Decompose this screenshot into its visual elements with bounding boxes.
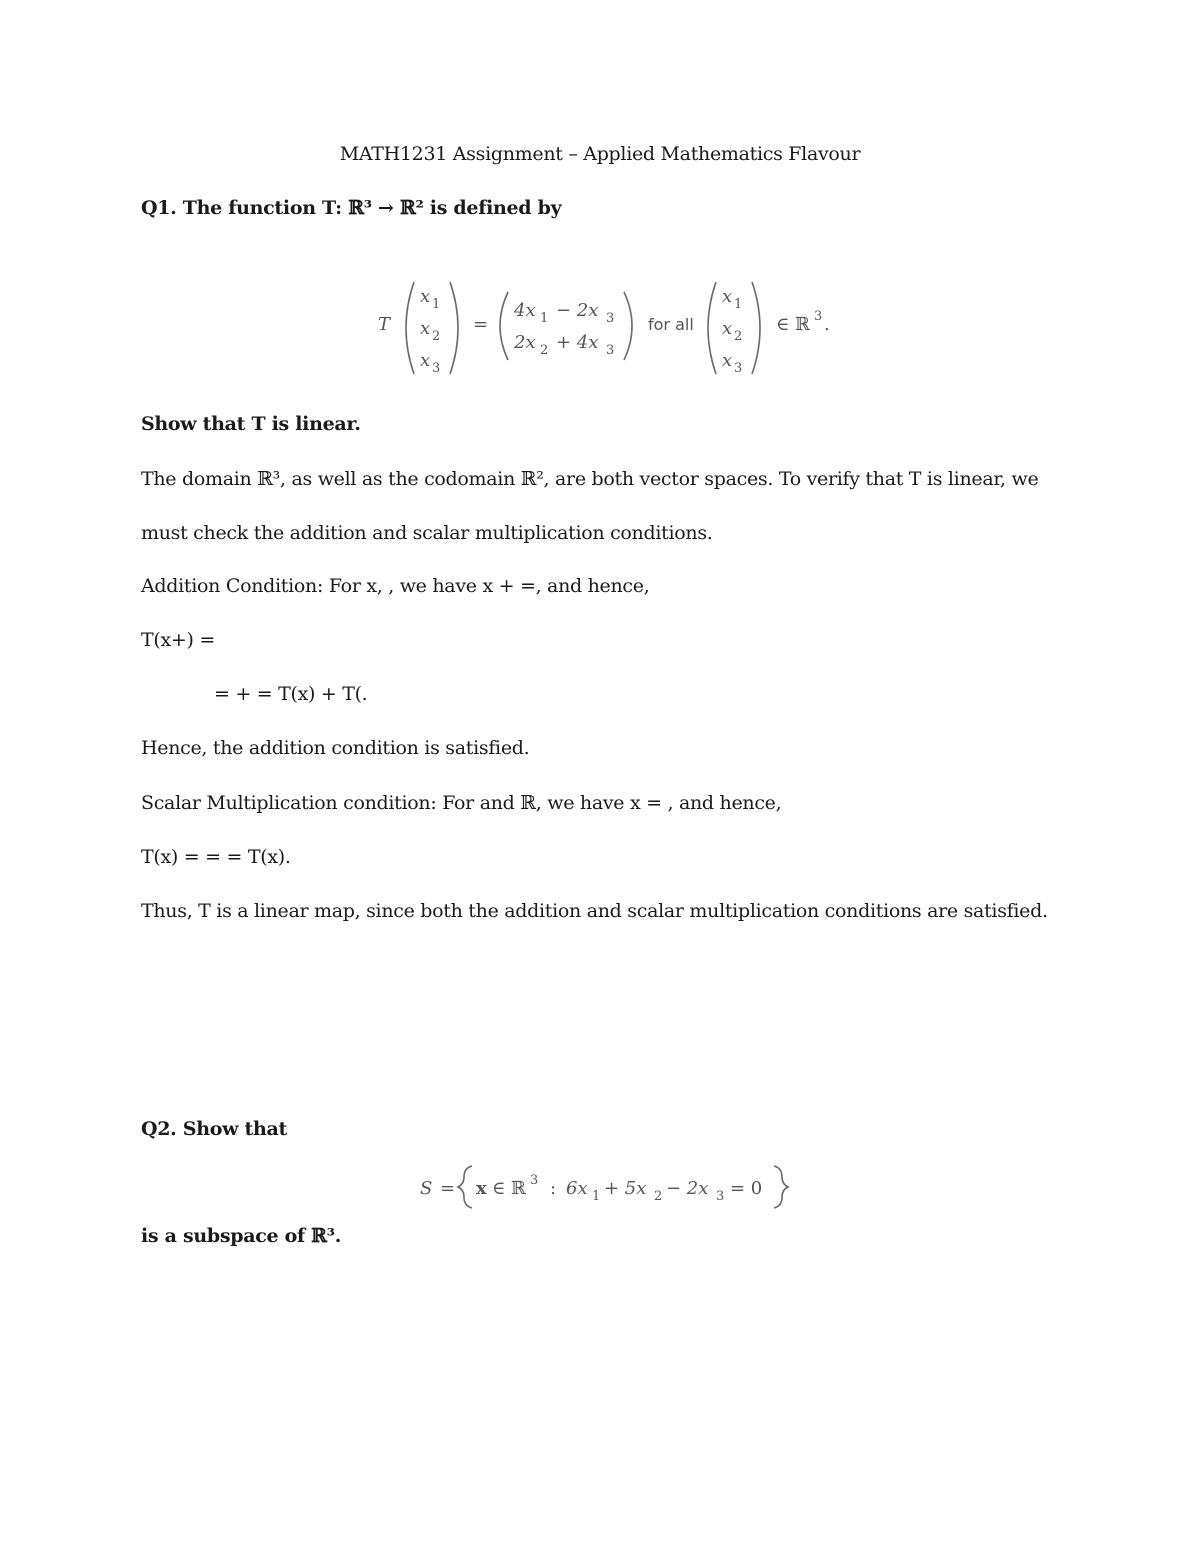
q1-para-line2: must check the addition and scalar multiplication conditions. xyxy=(141,522,713,544)
left-brace xyxy=(458,1166,472,1208)
eq-row2-sub: 2 xyxy=(540,343,549,358)
eq-row1b: − 2x xyxy=(556,300,599,321)
q1-addition-satisfied: Hence, the addition condition is satisfied. xyxy=(141,737,530,759)
eq-x1b: x xyxy=(722,286,733,307)
eq-row2b: + 4x xyxy=(556,332,599,353)
eq-x2b-sub: 2 xyxy=(734,329,743,344)
eq-in-R3: ∈ ℝ xyxy=(492,1178,527,1199)
q1-show-heading: Show that T is linear. xyxy=(141,413,361,435)
q1-sum-line: = + = T(x) + T(. xyxy=(214,683,368,705)
eq-zero: = 0 xyxy=(730,1178,763,1199)
eq-2x3-sub: 3 xyxy=(716,1189,725,1204)
q2-equation xyxy=(416,1162,796,1212)
eq-row1b-sub: 3 xyxy=(606,311,615,326)
eq-x2: x xyxy=(420,318,431,339)
left-paren-2 xyxy=(500,292,508,360)
eq-in-R: ∈ ℝ xyxy=(776,314,811,335)
right-paren xyxy=(450,282,458,374)
eq-row2b-sub: 3 xyxy=(606,343,615,358)
eq-colon: : xyxy=(550,1178,557,1199)
eq-S-equals: = xyxy=(440,1178,456,1199)
q1-heading: Q1. The function T: ℝ³ → ℝ² is defined by xyxy=(141,197,562,219)
eq-x1b-sub: 1 xyxy=(734,297,743,312)
eq-equals: = xyxy=(473,314,489,335)
q1-scalar-condition: Scalar Multiplication condition: For and ℝ, we have x = , and hence, xyxy=(141,792,782,814)
eq-T: T xyxy=(378,314,391,335)
eq-6x1-sub: 1 xyxy=(592,1189,601,1204)
eq-x3b-sub: 3 xyxy=(734,361,743,376)
q1-addition-condition: Addition Condition: For x, , we have x + =, and hence, xyxy=(141,575,650,597)
q1-tx-line: T(x+) = xyxy=(141,629,215,651)
eq-sup3: 3 xyxy=(814,309,823,324)
eq-dot: . xyxy=(824,314,830,335)
right-paren-3 xyxy=(752,282,760,374)
eq-2x3: − 2x xyxy=(666,1178,709,1199)
eq-row1: 4x xyxy=(514,300,536,321)
eq-5x2: + 5x xyxy=(604,1178,647,1199)
q1-conclusion: Thus, T is a linear map, since both the addition and scalar multiplication conditions are satisfied. xyxy=(141,900,1048,922)
eq-5x2-sub: 2 xyxy=(654,1189,663,1204)
eq-x3-sub: 3 xyxy=(432,361,441,376)
q1-scalar-line: T(x) = = = T(x). xyxy=(141,846,291,868)
page-title: MATH1231 Assignment – Applied Mathematics Flavour xyxy=(339,143,861,165)
right-paren-2 xyxy=(624,292,632,360)
eq-bold-x: x xyxy=(476,1178,487,1199)
q2-heading: Q2. Show that xyxy=(141,1118,287,1140)
eq-x3b: x xyxy=(722,350,733,371)
left-paren-3 xyxy=(708,282,716,374)
q1-para-line1: The domain ℝ³, as well as the codomain ℝ², are both vector spaces. To verify that T is linear, we xyxy=(141,468,1039,490)
eq-x3: x xyxy=(420,350,431,371)
eq-x2-sub: 2 xyxy=(432,329,441,344)
q1-equation xyxy=(370,278,840,378)
eq-6x1: 6x xyxy=(566,1178,588,1199)
eq-R3-sup: 3 xyxy=(530,1173,539,1188)
eq-x1: x xyxy=(420,286,431,307)
eq-x2b: x xyxy=(722,318,733,339)
eq-row2: 2x xyxy=(514,332,536,353)
eq-x1-sub: 1 xyxy=(432,297,441,312)
left-paren xyxy=(406,282,414,374)
eq-S: S xyxy=(420,1178,433,1199)
eq-forall: for all xyxy=(648,315,694,334)
eq-row1-sub: 1 xyxy=(540,311,549,326)
right-brace xyxy=(774,1166,788,1208)
q2-tail: is a subspace of ℝ³. xyxy=(141,1225,342,1247)
